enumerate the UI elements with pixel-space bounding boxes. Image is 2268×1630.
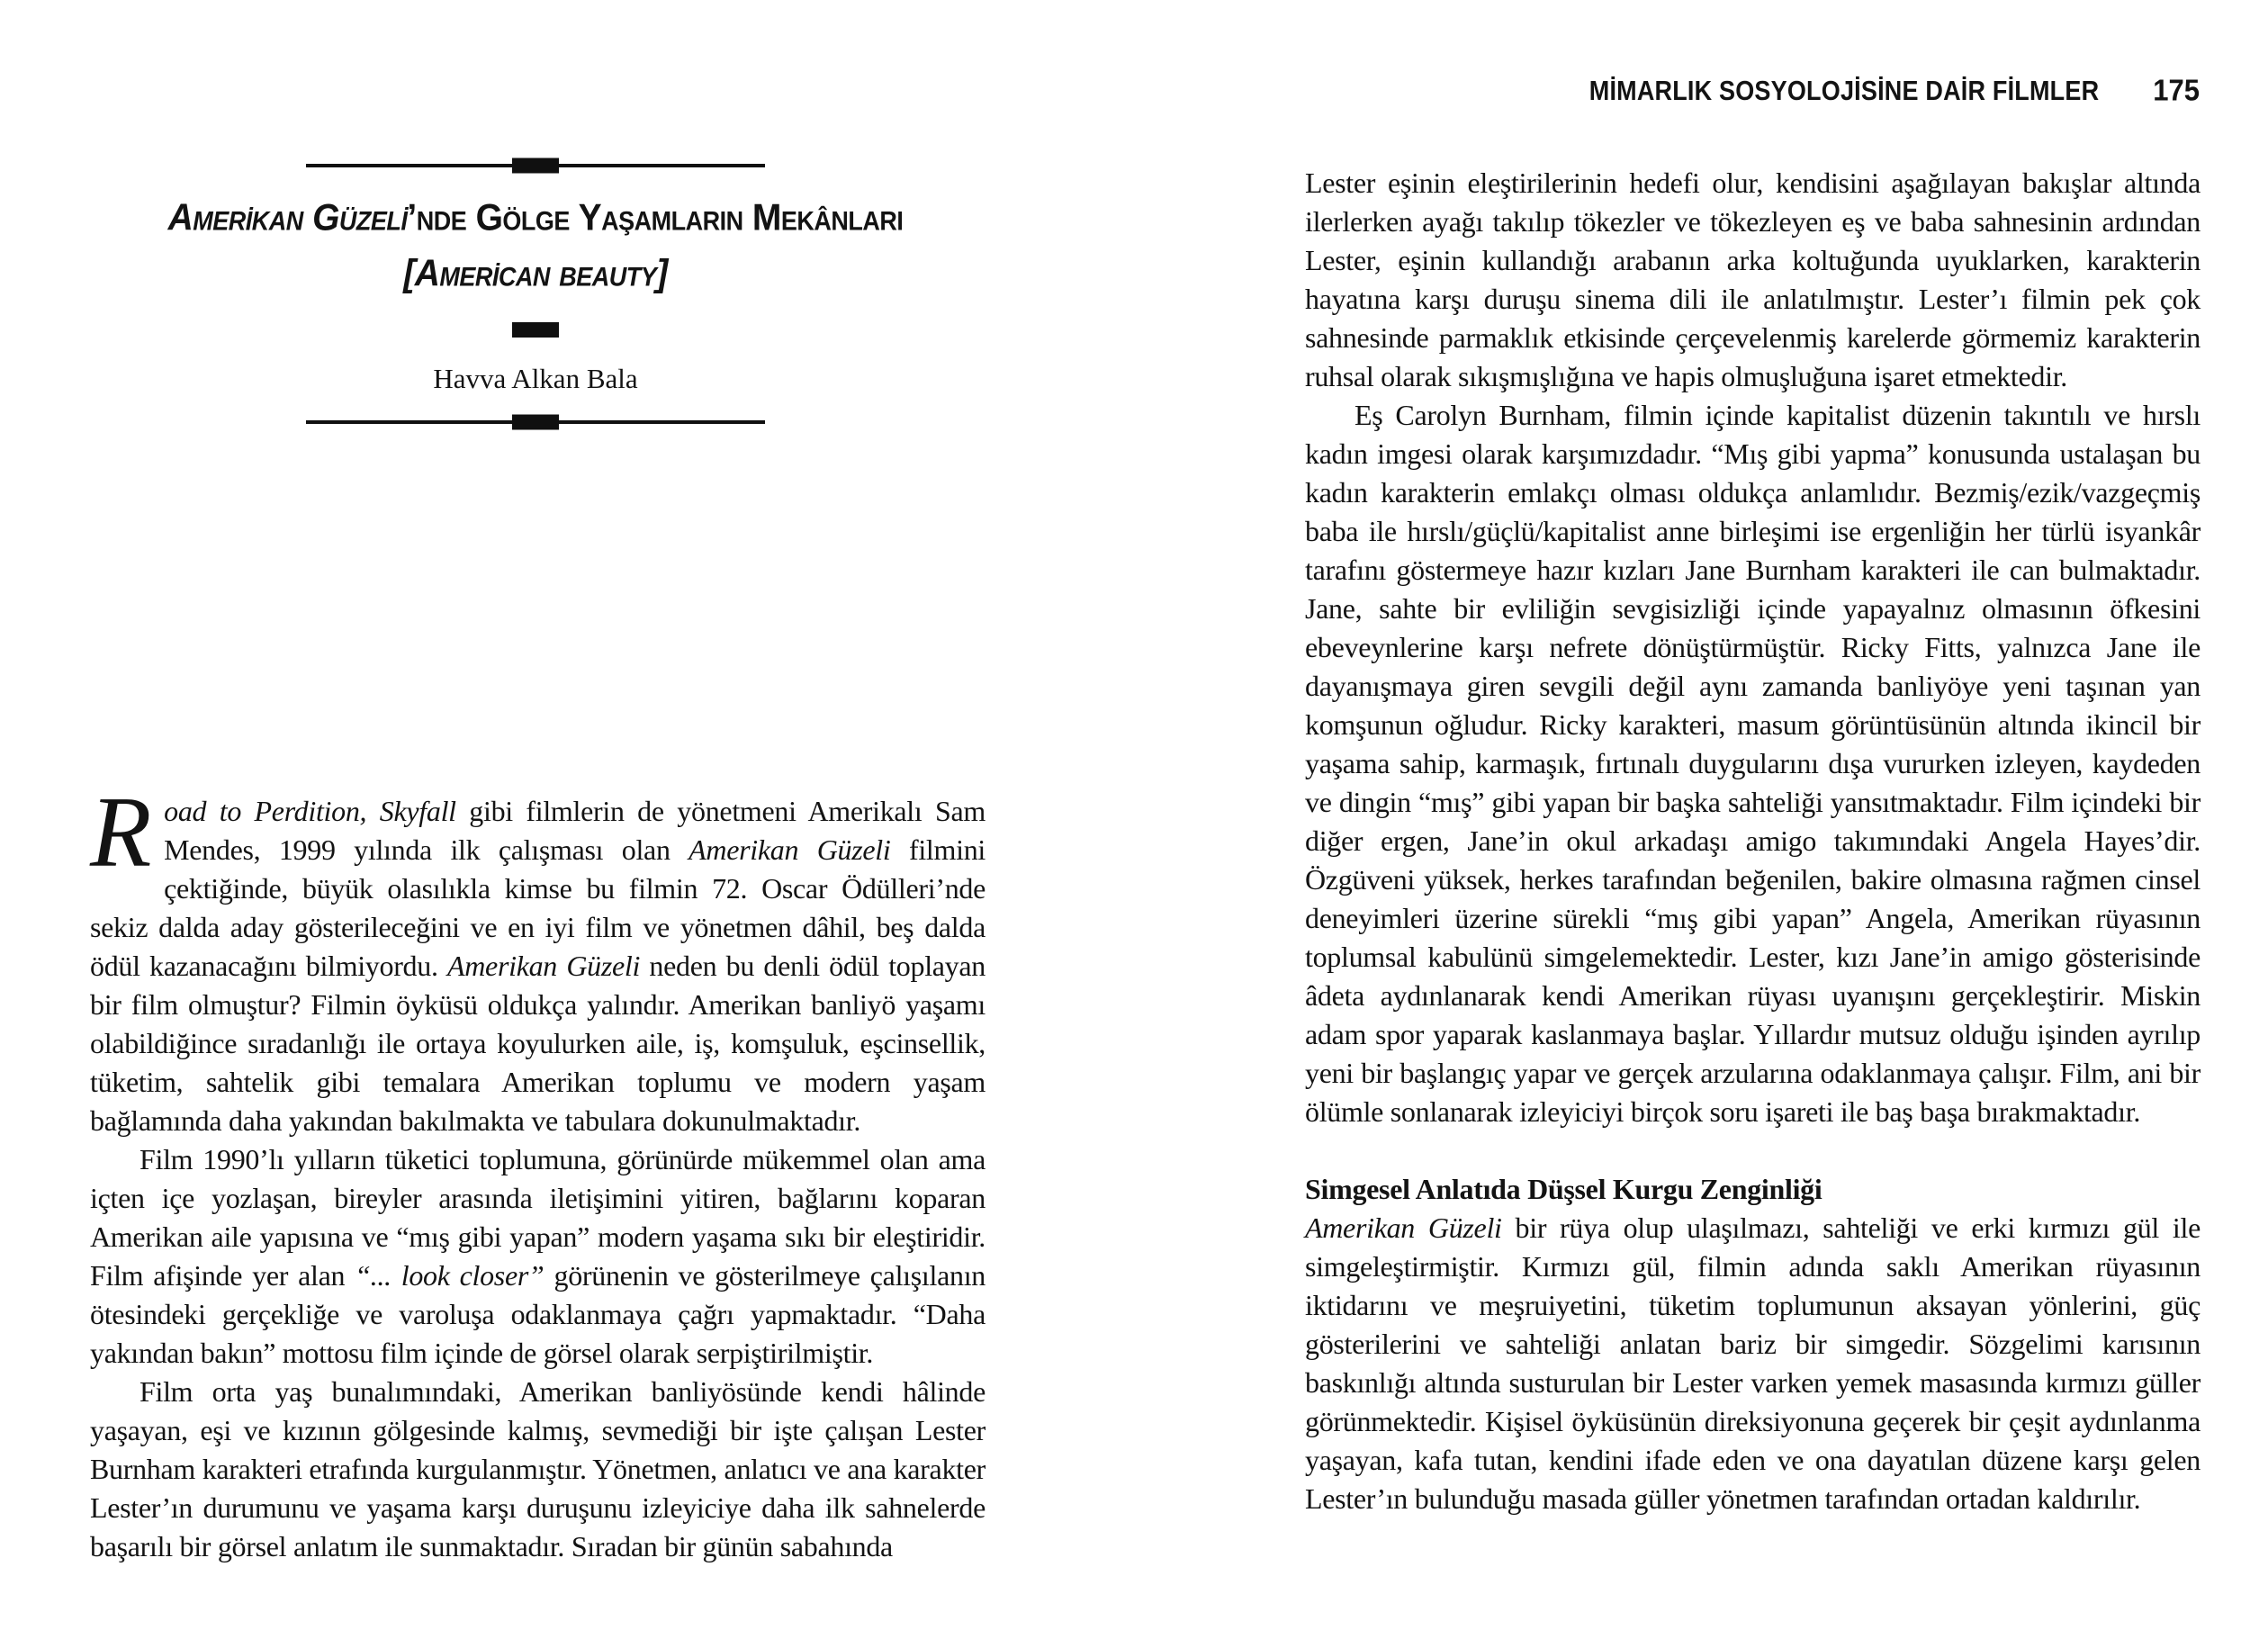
ornament-center-block [512, 158, 559, 174]
text-segment: [American beauty] [403, 252, 668, 294]
text-segment: Film orta yaş bunalımındaki, Amerikan banliyösünde kendi hâlinde yaşayan, eşi ve kızının gölgesinde kalmış, sevmediği bir işte çalışan Lester Burnham karakteri etrafında kurgulanmıştır. Yönetmen, anlatıcı ve ana karakter Lester’ın durumunu ve yaşama karşı duruşunu izleyiciye daha ilk sahnelerde başarılı bir görsel anlatım ile sunmaktadır. Sıradan bir günün sabahında [90, 1375, 986, 1562]
section-heading: Simgesel Anlatıda Düşsel Kurgu Zenginliği [1305, 1173, 1822, 1205]
text-segment: Eş Carolyn Burnham, filmin içinde kapitalist düzenin takıntılı ve hırslı kadın imgesi olarak karşımızdadır. “Mış gibi yapma” konusunda ustalaşan bu kadın karakterin emlakçı olması oldukça anlamlıdır. Bezmiş/ezik/vazgeçmiş baba ile hırslı/güçlü/kapitalist anne birleşimi ise ergenliğin her türlü isyankâr tarafını göstermeye hazır kızları Jane Burnham karakteri ile can bulmaktadır. Jane, sahte bir evliliğin sevgisizliği içinde yapayalnız olmasının öfkesini ebeveynlerine karşı nefrete dönüştürmüştür. Ricky Fitts, yalnızca Jane ile dayanışmaya giren sevgili değil aynı zamanda banliyöye yeni taşınan yan komşunun oğludur. Ricky karakteri, masum görüntüsünün altında ikincil bir yaşama sahip, karmaşık, fırtınalı duygularını dışa vururken izleyen, kaydeden ve dingin “mış” gibi yapan bir başka sahteliği yansıtmaktadır. Film içindeki bir diğer ergen, Jane’in okul arkadaşı amigo takımındaki Angela Hayes’dir. Özgüveni yüksek, herkes tarafından beğenilen, bakire olmasına rağmen cinsel deneyimleri üzerine sürekli “mış gibi yapan” Angela, Amerikan rüyasının toplumsal kabulünü simgelemektedir. Lester, kızı Jane’in amigo gösterisinde âdeta aydınlanarak kendi Amerikan rüyası uyanışını gerçekleştirir. Miskin adam spor yaparak kaslanmaya başlar. Yıllardır mutsuz olduğu işinden ayrılıp yeni bir başlangıç yapar ve gerçek arzularına odaklanmaya çalışır. Film, ani bir ölümle sonlanarak izleyiciyi birçok soru işareti ile baş başa bırakmaktadır. [1305, 399, 2200, 1128]
text-segment: Amerikan Güzeli [688, 833, 891, 866]
text-segment: bir rüya olup ulaşılmazı, sahteliği ve erki kırmızı gül ile simgeleştirmiştir. Kırmızı gül, filmin adında saklı Amerikan rüyasının iktidarını ve meşruiyetini, tüketim toplumunun aksayan yönlerini, güç gösterilerini ve sahteliği anlatan bariz bir simgedir. Sözgelimi karısının baskınlığı altında susturulan bir Lester varken yemek masasında kırmızı güller görünmektedir. Kişisel öyküsünün direksiyonuna geçerek bir çeşit aydınlanma yaşayan, kafa tutan, kendini ifade eden ve ona dayatılan düzene karşı gelen Lester’ın bulunduğu masada güller yönetmen tarafından ortadan kaldırılır. [1305, 1211, 2200, 1515]
ornament-center-block [512, 415, 559, 430]
running-title: MİMARLIK SOSYOLOJİSİNE DAİR FİLMLER [1588, 76, 2100, 106]
text-segment: Film 1990’lı yılların tüketici toplumuna, görünürde mükemmel olan ama içten içe yozlaşan, bireyler arasında iletişimini yitiren, bağlarını koparan Amerikan aile yapısına ve “mış gibi yapan” modern yaşama sıkı bir eleştiridir. Film afişinde yer alan [90, 1143, 986, 1292]
text-segment: ’nde Gölge Yaşamların Mekânları [407, 197, 904, 239]
author-name: Havva Alkan Bala [433, 363, 638, 394]
text-segment: Amerikan Güzeli [167, 197, 408, 239]
text-segment: filmini çektiğinde, büyük olasılıkla kimse bu filmin 72. Oscar Ödülleri’nde sekiz dalda aday gösterileceğini ve en iyi film ve yönetmen dâhil, beş dalda ödül kazanacağını bilmiyordu. [90, 833, 986, 982]
ornament-rule-top [306, 164, 765, 167]
text-segment: neden bu denli ödül toplayan bir film olmuştur? Filmin öyküsü oldukça yalındır. Amerikan banliyö yaşamı olabildiğince sıradanlığı ile ortaya koyulurken aile, iş, komşuluk, eşcinsellik, tüketim, sahtelik gibi temalara Amerikan toplumu ve modern yaşam bağlamında daha yakından bakılmakta ve tabulara dokunulmaktadır. [90, 950, 986, 1137]
left-column [90, 777, 986, 1566]
right-column [1305, 164, 2200, 1518]
text-segment: Amerikan Güzeli [1305, 1211, 1502, 1244]
article-title-block [90, 164, 981, 424]
paragraph [90, 1140, 986, 1373]
text-segment: gibi filmlerin de yönetmeni Amerikalı Sam Mendes, 1999 yılında ilk çalışması olan [164, 795, 986, 866]
paragraph [1305, 396, 2200, 1131]
drop-cap: R [90, 777, 152, 888]
paragraph [90, 777, 986, 1140]
paragraph [90, 1373, 986, 1566]
text-segment: “... look closer” [355, 1259, 544, 1292]
paragraph [1305, 1209, 2200, 1518]
article-title-line1 [168, 190, 904, 246]
article-title [168, 190, 904, 301]
text-segment: oad to Perdition, Skyfall [164, 795, 456, 827]
article-title-line2 [168, 246, 904, 302]
paragraph [1305, 164, 2200, 396]
text-segment: Amerikan Güzeli [447, 950, 641, 982]
text-segment: görünenin ve gösterilmeye çalışılanın ötesindeki gerçekliğe ve varoluşa odaklanmaya çağrı yapmaktadır. “Daha yakından bakın” mottosu film içinde de görsel olarak serpiştirilmiştir. [90, 1259, 986, 1369]
ornament-rule-bottom [306, 420, 765, 424]
text-segment: Lester eşinin eleştirilerinin hedefi olur, kendisini aşağılayan bakışlar altında ilerlerken ayağı takılıp tökezler ve tökezleyen eş ve baba sahnesinin ardından Lester, eşinin kullandığı arabanın arka koltuğunda uyuklarken, karakterin hayatına karşı duruşu sinema dili ile anlatılmıştır. Lester’ı filmin pek çok sahnesinde parmaklık etkisinde çerçevelenmiş karelerde görmemiz karakterin ruhsal olarak sıkışmışlığına ve hapis olmuşluğuna işaret etmektedir. [1305, 167, 2200, 392]
page-number: 175 [2153, 73, 2200, 107]
ornament-dash [512, 322, 559, 338]
page-header [1588, 73, 2200, 108]
